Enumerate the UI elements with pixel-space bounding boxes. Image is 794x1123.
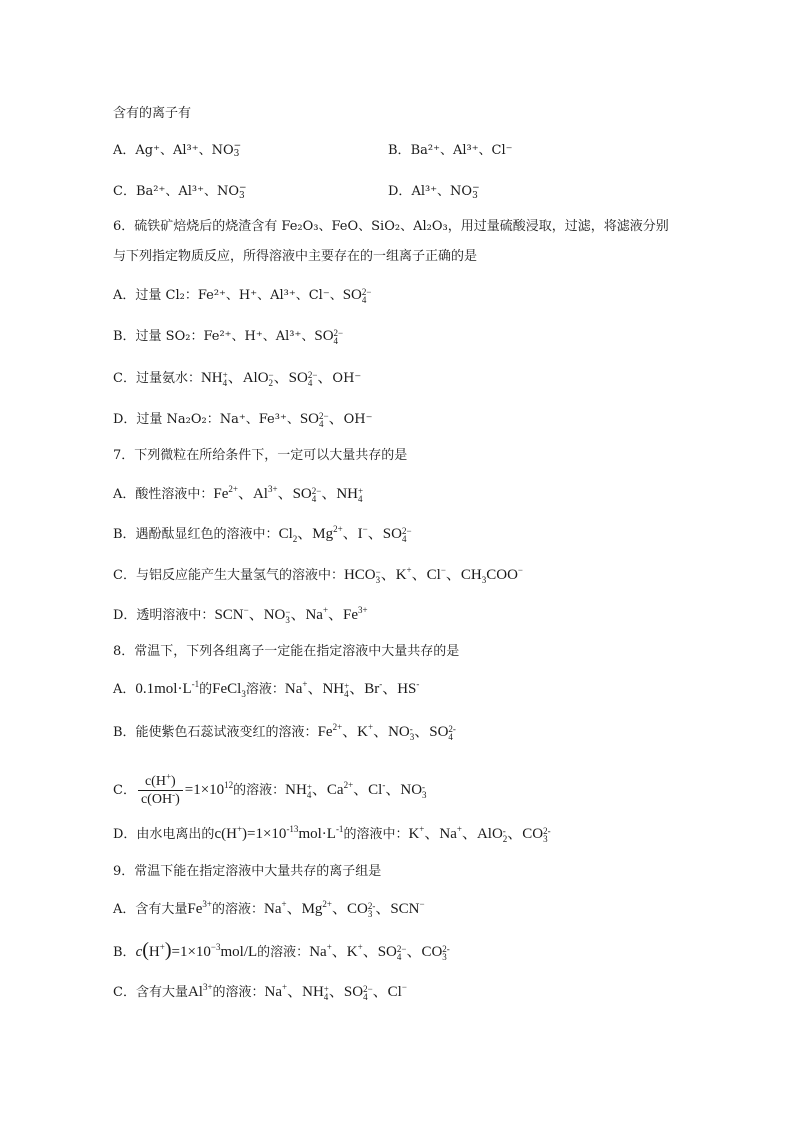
q7-option-b: B．遇酚酞显红色的溶液中：$Cl_2$、$Mg^{2+}$、I−、SO 2− 4 (113, 524, 412, 544)
q6-option-b-text: B．过量 SO₂：Fe²⁺、H⁺、Al³⁺、 (113, 329, 315, 344)
q6-option-d-text: D．过量 Na₂O₂：Na⁺、Fe³⁺、 (113, 412, 300, 427)
q9-option-c: C．含有大量$Al^{3+}$的溶液：Na+、NH + 4 、SO 2− 4 、Cl− (113, 982, 407, 1002)
q5-option-d-text: Al³⁺、NO (411, 184, 473, 199)
q9-option-c-tail: 的溶液： (212, 985, 265, 1000)
q7-option-c: C．与铝反应能产生大量氢气的溶液中：HCO − 3 、K+、Cl−、$CH_3COO^-$ (113, 565, 523, 585)
q5-option-a-text: Ag⁺、Al³⁺、NO (135, 143, 234, 158)
q8-option-a: A．$0.1mol\cdot L^{-1}$的FeCl$_3$溶液：Na+、NH + 4 、Br-、HS- (113, 679, 420, 699)
q6-stem-line2: 与下列指定物质反应，所得溶液中主要存在的一组离子正确的是 (113, 249, 478, 264)
q8-option-b: B．能使紫色石蕊试液变红的溶液：$Fe^{2+}$、K+、NO - 3 、SO 2- 4 (113, 722, 456, 742)
q7-option-b-text: B．遇酚酞显红色的溶液中： (113, 527, 279, 542)
q5-option-c-text: Ba²⁺、Al³⁺、NO (135, 184, 239, 199)
q5-option-a: A．Ag⁺、Al³⁺、NO − 3 (113, 140, 242, 159)
q8-option-d-tail: 的溶液中： (343, 827, 409, 842)
intro-text: 含有的离子有 (113, 106, 192, 121)
q6-option-c: C．过量氨水：NH + 4 、AlO − 2 、SO 2− 4 、OH⁻ (113, 369, 362, 388)
q8-option-d-label: D．由水电离出的 (113, 827, 215, 842)
q9-option-a-tail: 的溶液： (211, 902, 264, 917)
q5-option-d-label: D． (388, 184, 412, 199)
q8-option-c-tail: 的溶液： (233, 783, 286, 798)
q8-option-c-label: C． (113, 783, 136, 798)
q9-option-a: A．含有大量$Fe^{3+}$的溶液：Na+、$Mg^{2+}$、CO 2- 3 、SCN− (113, 899, 425, 919)
q5-option-b-text: Ba²⁺、Al³⁺、Cl⁻ (410, 143, 513, 158)
q8-option-d: D．由水电离出的$c(H^+)=1\times 10^{-13}mol\cdot L^{-1}$的溶液中：K+、Na+、AlO - 2 、CO 2- 3 (113, 824, 551, 844)
q5-option-b-label: B． (388, 143, 411, 158)
q8-option-a-cond: 的 (199, 682, 213, 697)
q8-stem: 8．常温下，下列各组离子一定能在指定溶液中大量共存的是 (113, 644, 460, 659)
q5-option-a-label: A． (113, 143, 136, 158)
q8-option-b-text: B．能使紫色石蕊试液变红的溶液： (113, 725, 318, 740)
q6-option-d: D．过量 Na₂O₂：Na⁺、Fe³⁺、SO 2− 4 、OH⁻ (113, 410, 373, 429)
q5-option-c-label: C． (113, 184, 136, 199)
q9-option-b: B．$c(H^+)=1\times 10^{-3}mol/L$的溶液：Na+、K+、SO 2− 4 、CO 2- 3 (113, 939, 450, 962)
q7-stem: 7．下列微粒在所给条件下，一定可以大量共存的是 (113, 448, 408, 463)
q8-option-a-tail: 溶液： (245, 682, 285, 697)
q9-option-b-tail: 的溶液： (257, 945, 310, 960)
q6-option-c-text: C．过量氨水： (113, 371, 201, 386)
q7-option-d: D．透明溶液中：SCN−、NO − 3 、Na+、$Fe^{3+}$ (113, 605, 368, 625)
q7-option-a: A．酸性溶液中：$Fe^{2+}$、$Al^{3+}$、SO 2− 4 、NH + 4 (113, 484, 364, 504)
q6-option-a: A．过量 Cl₂：Fe²⁺、H⁺、Al³⁺、Cl⁻、SO 2− 4 (113, 286, 372, 305)
q9-option-a-label: A．含有大量 (113, 902, 188, 917)
q7-option-a-text: A．酸性溶液中： (113, 487, 214, 502)
q7-option-c-text: C．与铝反应能产生大量氢气的溶液中： (113, 568, 344, 583)
q9-option-b-label: B． (113, 945, 136, 960)
q5-option-d: D．Al³⁺、NO − 3 (388, 182, 480, 201)
q8-option-a-label: A． (113, 682, 136, 697)
q8-option-c: C． $\frac{c(H^+)}{c(OH^-)}$ $=1\times 10^{12}$的溶液：NH + 4 、$Ca^{2+}$、Cl-、NO - 3 (113, 771, 427, 807)
q6-option-b: B．过量 SO₂：Fe²⁺、H⁺、Al³⁺、SO 2− 4 (113, 327, 344, 346)
q6-option-a-text: A．过量 Cl₂：Fe²⁺、H⁺、Al³⁺、Cl⁻、 (113, 288, 343, 303)
q5-option-c: C．Ba²⁺、Al³⁺、NO − 3 (113, 182, 247, 201)
q9-stem: 9．常温下能在指定溶液中大量共存的离子组是 (113, 864, 382, 879)
q9-option-c-label: C．含有大量 (113, 985, 188, 1000)
q5-option-b (388, 141, 513, 161)
ratio-fraction: $\frac{c(H^+)}{c(OH^-)}$ (138, 773, 183, 808)
q6-stem-line1: 6．硫铁矿焙烧后的烧渣含有 Fe₂O₃、FeO、SiO₂、Al₂O₃，用过量硫酸浸取，过滤，将滤液分别 (113, 219, 669, 234)
q7-option-d-text: D．透明溶液中： (113, 608, 215, 623)
